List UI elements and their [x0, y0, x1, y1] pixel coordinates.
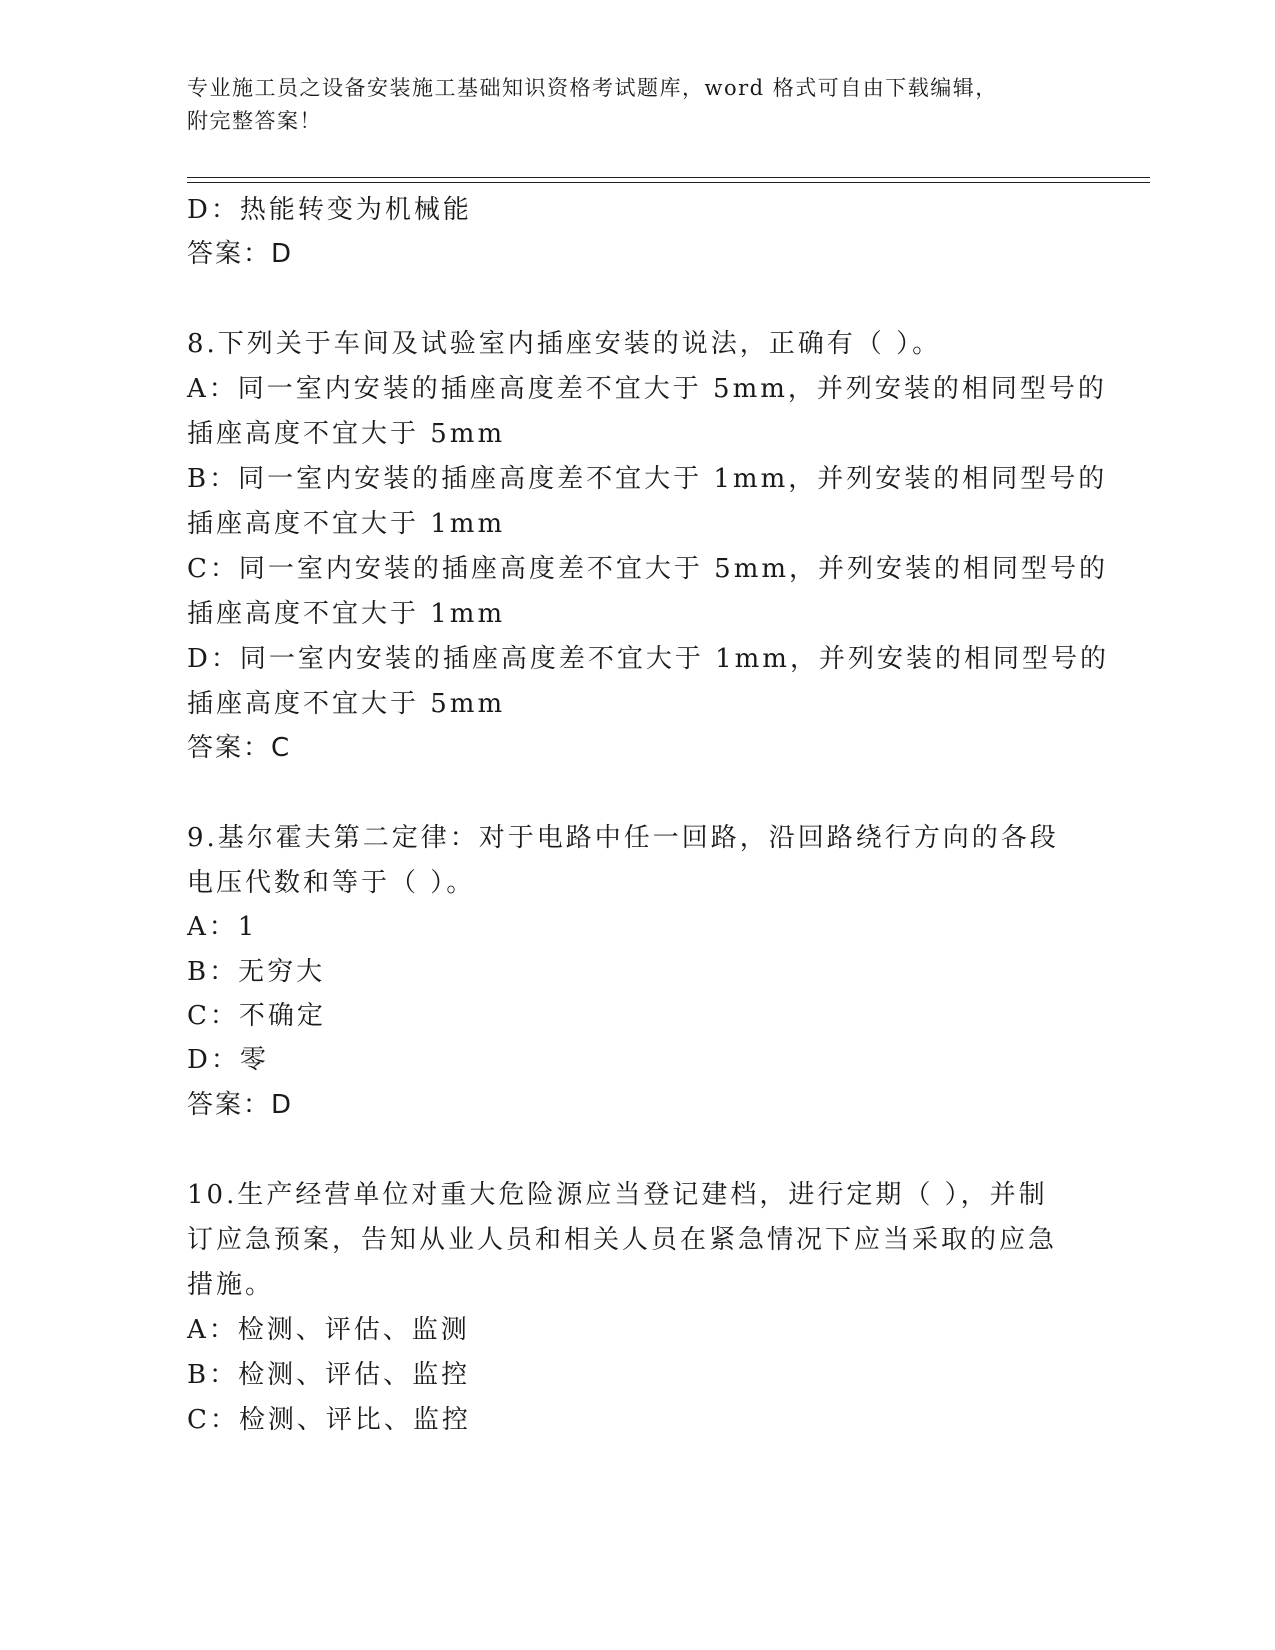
prev-option-d: D：热能转变为机械能 — [187, 195, 472, 225]
q9-answer: 答案：D — [187, 1090, 294, 1120]
q8-option-d-line2: 插座高度不宜大于 5mm — [187, 689, 506, 719]
q9-option-d: D：零 — [187, 1045, 269, 1075]
q9-stem-line2: 电压代数和等于（ ）。 — [187, 868, 476, 898]
q10-stem-line1: 10.生产经营单位对重大危险源应当登记建档，进行定期（ ），并制 — [187, 1180, 1048, 1210]
q10-option-c: C：检测、评比、监控 — [187, 1405, 471, 1435]
header-divider-bottom — [187, 182, 1150, 183]
q8-option-d-line1: D：同一室内安装的插座高度差不宜大于 1mm，并列安装的相同型号的 — [187, 644, 1109, 674]
q9-option-c: C：不确定 — [187, 1001, 326, 1031]
q10-stem-line3: 措施。 — [187, 1270, 275, 1300]
q8-option-b-line2: 插座高度不宜大于 1mm — [187, 509, 506, 539]
q9-option-b: B：无穷大 — [187, 957, 326, 987]
q10-option-a: A：检测、评估、监测 — [187, 1315, 470, 1345]
q10-option-b: B：检测、评估、监控 — [187, 1360, 471, 1390]
q8-answer: 答案：C — [187, 733, 292, 763]
header-divider-top — [187, 177, 1150, 178]
header-line-1: 专业施工员之设备安装施工基础知识资格考试题库，word 格式可自由下载编辑， — [187, 76, 998, 100]
q8-option-a-line2: 插座高度不宜大于 5mm — [187, 419, 506, 449]
q10-stem-line2: 订应急预案，告知从业人员和相关人员在紧急情况下应当采取的应急 — [187, 1225, 1058, 1255]
q9-stem-line1: 9.基尔霍夫第二定律：对于电路中任一回路，沿回路绕行方向的各段 — [187, 823, 1059, 853]
prev-answer: 答案：D — [187, 239, 294, 269]
document-header — [187, 72, 1067, 138]
q8-option-c-line1: C：同一室内安装的插座高度差不宜大于 5mm，并列安装的相同型号的 — [187, 554, 1109, 584]
q8-option-a-line1: A：同一室内安装的插座高度差不宜大于 5mm，并列安装的相同型号的 — [187, 374, 1107, 404]
q8-option-c-line2: 插座高度不宜大于 1mm — [187, 599, 506, 629]
header-line-2: 附完整答案！ — [187, 109, 322, 133]
q9-option-a: A：1 — [187, 912, 258, 942]
q8-option-b-line1: B：同一室内安装的插座高度差不宜大于 1mm，并列安装的相同型号的 — [187, 464, 1108, 494]
q8-stem: 8.下列关于车间及试验室内插座安装的说法，正确有（ ）。 — [187, 329, 942, 359]
